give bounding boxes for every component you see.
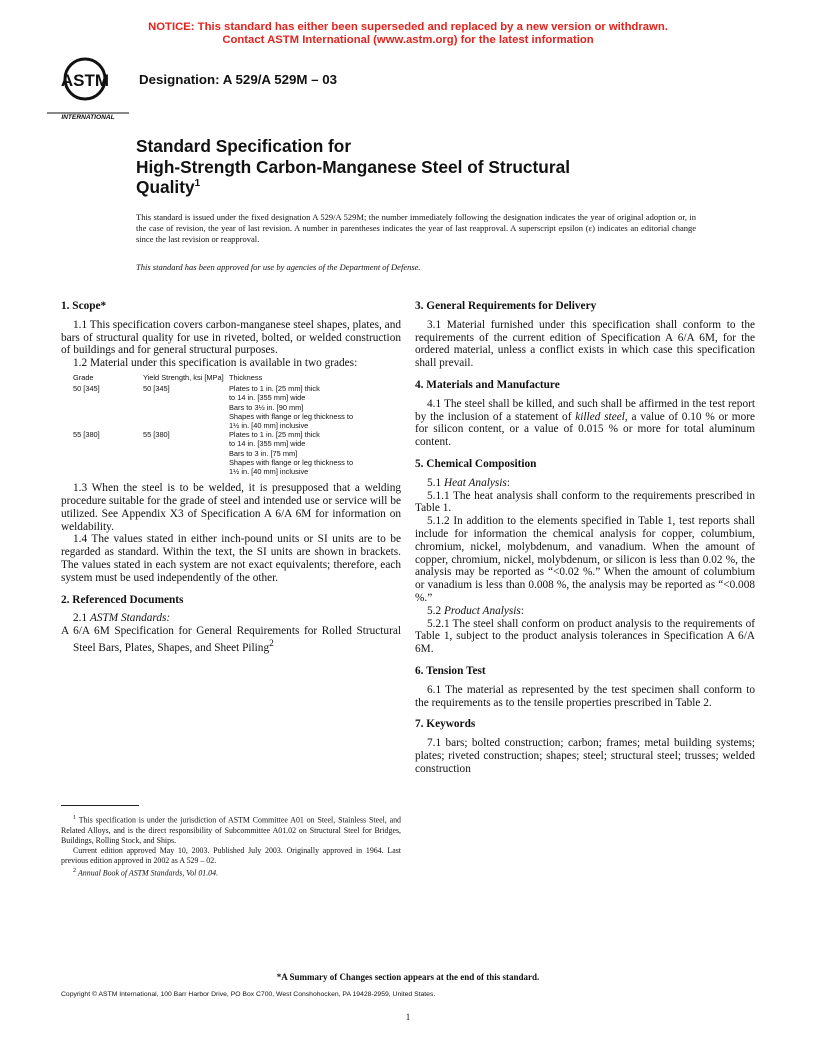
summary-of-changes-note: *A Summary of Changes section appears at the end of this standard. xyxy=(276,972,540,982)
para-2-1: 2.1 ASTM Standards: xyxy=(73,612,171,625)
page-number: 1 xyxy=(405,1012,411,1022)
yield-cell: 50 [345] xyxy=(143,384,170,394)
title-footnote-ref[interactable]: 1 xyxy=(194,178,201,189)
para-4-1: 4.1 The steel shall be killed, and such shall be affirmed in the test report by the inclusion of a statement of killed steel, a value of 0.10 % or more for silicon content, or a value of 0.015 % or more for total aluminum content. xyxy=(415,397,755,449)
designation: Designation: A 529/A 529M – 03 xyxy=(139,72,338,87)
grade-table xyxy=(61,373,401,476)
logo-caption: INTERNATIONAL xyxy=(61,114,115,120)
notice-line-2: Contact ASTM International (www.astm.org) for the latest information xyxy=(222,34,594,46)
header-yield: Yield Strength, ksi [MPa] xyxy=(143,372,224,382)
para-5-1-1: 5.1.1 The heat analysis shall conform to the requirements prescribed in Table 1. xyxy=(415,489,755,515)
section-5-heading: 5. Chemical Composition xyxy=(415,457,537,470)
para-1-4: 1.4 The values stated in either inch-pound units or SI units are to be regarded as standard. Within the text, the SI units are shown in brackets. The values stated in each system are not exact equivalents; therefore, each system must be used independently of the other. xyxy=(61,533,401,584)
yield-cell: 55 [380] xyxy=(143,430,170,440)
title-line-1: Standard Specification for xyxy=(136,136,352,156)
para-5-1: 5.1 Heat Analysis: xyxy=(427,476,510,489)
dod-approval-note: This standard has been approved for use by agencies of the Department of Defense. xyxy=(136,262,421,272)
para-6-1: 6.1 The material as represented by the test specimen shall conform to the requirements as to the tensile properties prescribed in Table 2. xyxy=(415,683,755,709)
section-6-heading: 6. Tension Test xyxy=(415,664,486,677)
footnotes xyxy=(61,813,401,879)
section-4-heading: 4. Materials and Manufacture xyxy=(415,378,560,391)
para-5-2: 5.2 Product Analysis: xyxy=(427,604,524,617)
para-7-1: 7.1 bars; bolted construction; carbon; frames; metal building systems; plates; riveted construction; shapes; steel; structural steel; trusses; welded construction xyxy=(415,737,755,775)
section-2-heading: 2. Referenced Documents xyxy=(61,593,184,606)
footnote-1-edition: Current edition approved May 10, 2003. Published July 2003. Originally approved in 1964. Last previous edition approved in 2002 as A 529 – 02. xyxy=(61,845,401,865)
reference-a6: A 6/A 6M Specification for General Requirements for Rolled Structural Steel Bars, Plates, Shapes, and Sheet Piling$^2$ xyxy=(61,625,401,654)
section-7-heading: 7. Keywords xyxy=(415,718,476,731)
footnote-1: $^1$ This specification is under the jurisdiction of ASTM Committee A01 on Steel, Stainless Steel, and Related Alloys, and is the direct responsibility of Subcommittee A01.02 on Structural Steel for Bridges, Buildings, Rolling Stock, and Ships. xyxy=(61,815,401,845)
grade-cell: 50 [345] xyxy=(73,384,100,394)
grade-row xyxy=(61,430,401,476)
issuance-note: This standard is issued under the fixed designation A 529/A 529M; the number immediately following the designation indicates the year of original adoption or, in the case of revision, the year of last revision. A number in parentheses indicates the year of last reapproval. A superscript epsilon (ε) indicates an editorial change since the last revision or reapproval. xyxy=(136,212,696,244)
astm-logo-mark xyxy=(45,55,131,120)
notice-line-1: NOTICE: This standard has either been superseded and replaced by a new version or withdrawn. xyxy=(148,21,668,33)
right-column xyxy=(415,300,755,776)
grade-cell: 55 [380] xyxy=(73,430,100,440)
title-line-2: High-Strength Carbon-Manganese Steel of Structural xyxy=(136,156,570,177)
header-thickness: Thickness xyxy=(229,372,263,382)
grade-table-header xyxy=(61,373,401,384)
para-5-1-2: 5.1.2 In addition to the elements specified in Table 1, test reports shall include for information the chemical analysis for copper, columbium, chromium, nickel, molybdenum, and vanadium. When the amount of copper, chromium, nickel, molybdenum, or silicon is less than 0.02 %, the analysis may be reported as “<0.02 %.” When the amount of columbium or vanadium is less than 0.008 %, the analysis may be reported as “<0.008 %.” xyxy=(415,515,755,604)
para-1-3: 1.3 When the steel is to be welded, it is presupposed that a welding procedure suitable for the grade of steel and intended use or service will be utilized. See Appendix X3 of Specification A 6/A 6M for information on weldability. xyxy=(61,482,401,533)
astm-logo xyxy=(45,55,131,120)
para-5-2-1: 5.2.1 The steel shall conform on product analysis to the requirements of Table 1, subject to the product analysis tolerances in Specification A 6/A 6M. xyxy=(415,617,755,656)
thickness-cell: Plates to 1 in. [25 mm] thick to 14 in. [355 mm] wide Bars to 3½ in. [90 mm] Shapes with flange or leg thickness to 1½ in. [40 mm] inclusive xyxy=(229,384,354,430)
section-1-heading: 1. Scope* xyxy=(61,300,107,312)
para-3-1: 3.1 Material furnished under this specification shall conform to the requirements of the current edition of Specification A 6/A 6M, for the ordered material, unless a conflict exists in which case this specification shall prevail. xyxy=(415,318,755,370)
copyright: Copyright © ASTM International, 100 Barr Harbor Drive, PO Box C700, West Conshohocken, PA 19428-2959, United States. xyxy=(61,991,436,998)
logo-letters: ASTM xyxy=(60,71,110,90)
document-title xyxy=(136,136,736,198)
title-line-3: Quality$^1$ xyxy=(136,177,201,197)
withdrawn-notice xyxy=(0,21,816,47)
footnote-divider xyxy=(61,805,139,806)
grade-row xyxy=(61,384,401,430)
section-3-heading: 3. General Requirements for Delivery xyxy=(415,300,597,312)
para-1-1: 1.1 This specification covers carbon-manganese steel shapes, plates, and bars of structural quality for use in riveted, bolted, or welded construction of buildings and for general structural purposes. xyxy=(61,318,401,357)
thickness-cell: Plates to 1 in. [25 mm] thick to 14 in. [355 mm] wide Bars to 3 in. [75 mm] Shapes with flange or leg thickness to 1½ in. [40 mm] inclusive xyxy=(229,430,354,477)
para-1-2: 1.2 Material under this specification is available in two grades: xyxy=(73,357,358,370)
header-grade: Grade xyxy=(73,372,94,382)
left-column xyxy=(61,300,401,655)
footnote-ref-2[interactable]: 2 xyxy=(269,638,274,649)
footnote-2: $^2$ Annual Book of ASTM Standards, Vol 01.04. xyxy=(73,868,219,878)
